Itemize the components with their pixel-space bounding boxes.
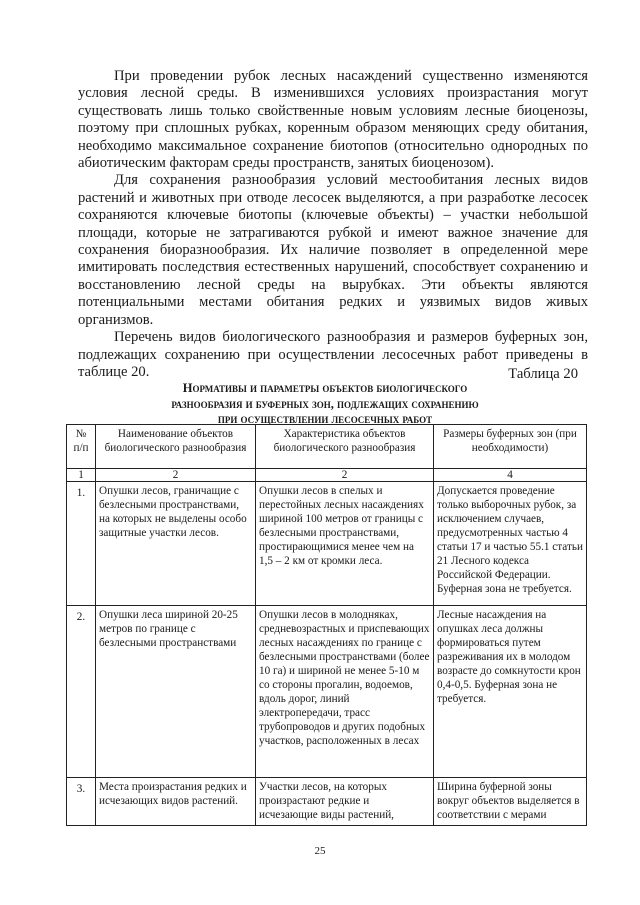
row-number: 3. xyxy=(67,778,96,826)
page-number: 25 xyxy=(314,845,326,857)
biodiversity-table xyxy=(66,424,587,826)
row-characteristic: Опушки лесов в молодняках, средневозрастных и приспевающих лесных насаждениях по границе с безлесными пространствами (более 10 га) и шириной не менее 5-10 м со стороны прогалин, водоемов, вдоль дорог, линий электропередачи, трасс трубопроводов и других подобных участков, расположенных в лесах xyxy=(256,606,434,778)
row-buffer: Ширина буферной зоны вокруг объектов выделяется в соответствии с мерами xyxy=(434,778,587,826)
paragraph-3: Перечень видов биологического разнообразия и размеров буферных зон, подлежащих сохранению при осуществлении лесосечных работ приведены в таблице 20. xyxy=(78,329,588,380)
table-row xyxy=(67,606,587,778)
row-number: 2. xyxy=(67,606,96,778)
table-title-line-1: Нормативы и параметры объектов биологического xyxy=(182,381,468,395)
paragraph-1: При проведении рубок лесных насаждений существенно изменяются условия лесной среды. В изменившихся условиях произрастания могут существовать лишь только свойственные новым условиям лесные биоценозы, поэтому при сплошных рубках, коренным образом меняющих среду обитания, необходимо максимальное сохранение биотопов (относительно однородных по абиотическим факторам среды пространств, занятых биоценозом). xyxy=(78,68,588,172)
table-row xyxy=(67,482,587,606)
header-characteristic: Характеристика объектов биологического разнообразия xyxy=(256,425,434,469)
table-title-line-3: при осуществлении лесосечных работ xyxy=(217,412,433,426)
row-buffer: Допускается проведение только выборочных рубок, за исключением случаев, предусмотренных частью 4 статьи 17 и частью 55.1 статьи 21 Лесного кодекса Российской Федерации. Буферная зона не требуется. xyxy=(434,482,587,606)
index-cell: 4 xyxy=(434,469,587,482)
row-characteristic: Опушки лесов в спелых и перестойных лесных насаждениях шириной 100 метров от границы с безлесными пространствами, простирающимися менее чем на 1,5 – 2 км от кромки леса. xyxy=(256,482,434,606)
paragraph-2: Для сохранения разнообразия условий местообитания лесных видов растений и животных при отводе лесосек выделяются, а при разработке лесосек сохраняются ключевые биотопы (ключевые объекты) – участки небольшой площади, которые не затрагиваются рубкой и имеют важное значение для сохранения биоразнообразия. Их наличие позволяет в определенной мере имитировать последствия естественных нарушений, способствует сохранению и восстановлению лесной среды на вырубках. Эти объекты являются потенциальными местами обитания редких и уязвимых видов живых организмов. xyxy=(78,172,588,328)
table-row xyxy=(67,778,587,826)
table-index-row xyxy=(67,469,587,482)
index-cell: 1 xyxy=(67,469,96,482)
body-text xyxy=(78,68,588,381)
table-title xyxy=(110,381,540,428)
row-characteristic: Участки лесов, на которых произрастают редкие и исчезающие виды растений, xyxy=(256,778,434,826)
table-caption: Таблица 20 xyxy=(508,366,578,382)
index-cell: 2 xyxy=(256,469,434,482)
header-buffer: Размеры буферных зон (при необходимости) xyxy=(434,425,587,469)
row-name: Опушки леса шириной 20-25 метров по границе с безлесными пространствами xyxy=(96,606,256,778)
row-name: Опушки лесов, граничащие с безлесными пространствами, на которых не выделены особо защитные участки лесов. xyxy=(96,482,256,606)
row-number: 1. xyxy=(67,482,96,606)
row-name: Места произрастания редких и исчезающих видов растений. xyxy=(96,778,256,826)
row-buffer: Лесные насаждения на опушках леса должны формироваться путем разреживания их в молодом возрасте до сомкнутости крон 0,4-0,5. Буферная зона не требуется. xyxy=(434,606,587,778)
index-cell: 2 xyxy=(96,469,256,482)
table-title-line-2: разнообразия и буферных зон, подлежащих сохранению xyxy=(171,396,479,411)
table-header-row xyxy=(67,425,587,469)
header-name: Наименование объектов биологического разнообразия xyxy=(96,425,256,469)
header-number: № п/п xyxy=(67,425,96,469)
